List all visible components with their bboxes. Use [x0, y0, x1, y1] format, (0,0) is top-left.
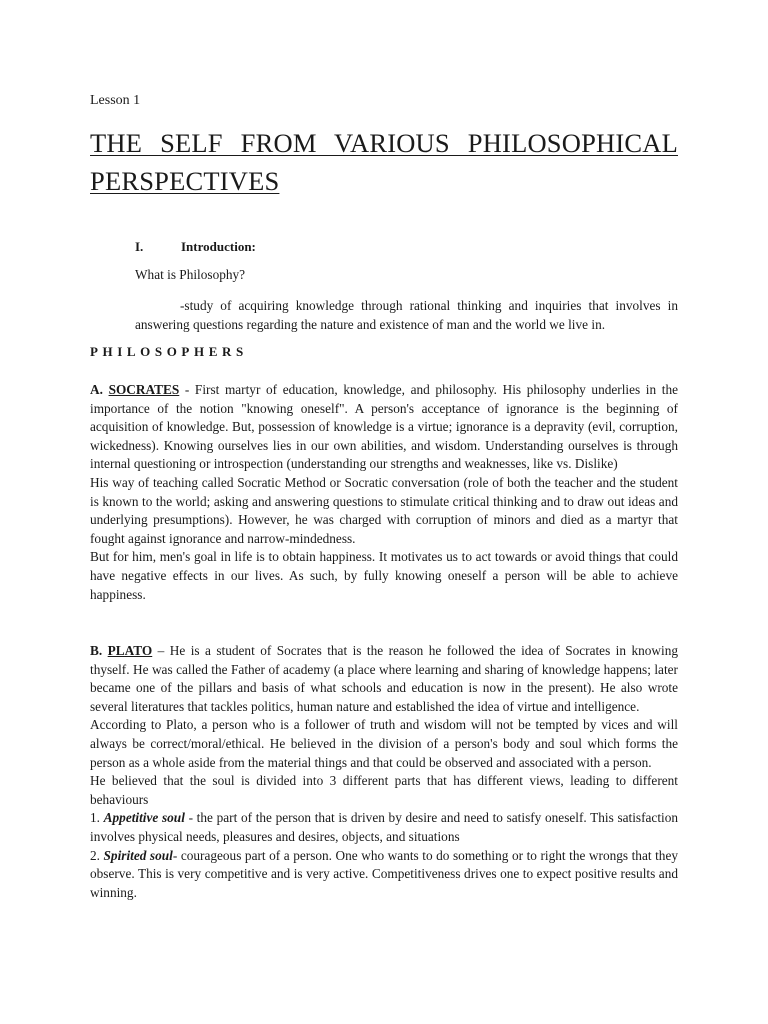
plato-paragraph-1 — [90, 642, 678, 716]
philosophy-definition — [135, 296, 678, 334]
definition-text: -study of acquiring knowledge through rational thinking and inquiries that involves in answering questions regarding the nature and existence of man and the world we live in. — [135, 298, 678, 332]
list-text: - courageous part of a person. One who wants to do something or to right the wrongs that they observe. This is very competitive and is very active. Competitiveness drives one to expect positive results and winning. — [90, 847, 678, 900]
list-term: Appetitive soul — [103, 810, 185, 826]
list-text: - the part of the person that is driven by desire and need to satisfy oneself. This satisfaction involves physical needs, pleasures and desires, objects, and situations — [90, 810, 679, 844]
socrates-paragraph-1 — [90, 381, 678, 474]
plato-paragraph-2: According to Plato, a person who is a follower of truth and wisdom will not be tempted by vices and will always be correct/moral/ethical. He believed in the division of a person's body and soul which forms the person as a whole aside from the material things and that could be observed and associated with a person. — [90, 717, 678, 770]
section-letter: A. — [90, 382, 103, 397]
spirited-soul-item — [90, 847, 678, 903]
list-number: 2. — [90, 847, 104, 863]
list-term: Spirited soul — [103, 847, 173, 863]
philosopher-name: SOCRATES — [108, 382, 180, 397]
lesson-label: Lesson 1 — [90, 93, 141, 108]
section-letter: B. — [90, 643, 103, 658]
philosopher-name: PLATO — [107, 643, 153, 658]
plato-paragraph-3: He believed that the soul is divided into 3 different parts that has different views, leading to different behaviours — [90, 773, 678, 807]
paragraph-text: – He is a student of Socrates that is the reason he followed the idea of Socrates in knowing thyself. He was called the Father of academy (a place where learning and sharing of knowledge happens; later became one of the pillars and basis of what schools and education is now in the present). He also wrote several literatures that tackles politics, human nature and established the idea of virtue and intelligence. — [90, 643, 678, 714]
list-number: 1. — [90, 810, 104, 826]
paragraph-text: - First martyr of education, knowledge, and philosophy. His philosophy underlies in the importance of the notion "knowing oneself". A person's acceptance of ignorance is the beginning of acquisition of knowledge. But, possession of knowledge is a virtue; ignorance is a depravity (evil, corruption, wickedness). Knowing ourselves lies in our own abilities, and wisdom. Understanding ourselves is through internal questioning or introspection (understanding our strengths and weaknesses, like vs. Dislike) — [90, 382, 679, 472]
socrates-paragraph-2: His way of teaching called Socratic Method or Socratic conversation (role of both the teacher and the student is known to the world; asking and answering questions to stimulate critical thinking and to draw out ideas and underlying presumptions). However, he was charged with corruption of minors and died as a martyr that fought against ignorance and narrow-mindedness. — [90, 474, 678, 546]
plato-section — [90, 642, 678, 902]
document-title: THE SELF FROM VARIOUS PHILOSOPHICAL PERSPECTIVES — [90, 128, 678, 196]
introduction-heading — [135, 239, 256, 255]
socrates-section — [90, 381, 678, 604]
socrates-paragraph-3: But for him, men's goal in life is to obtain happiness. It motivates us to act towards or avoid things that could have negative effects in our lives. As such, by fully knowing oneself a person will be able to achieve happiness. — [90, 549, 678, 602]
section-number: I. — [135, 239, 144, 254]
section-heading: Introduction: — [181, 239, 256, 254]
philosophy-question: What is Philosophy? — [135, 267, 246, 282]
socrates-label — [90, 382, 179, 397]
plato-label — [90, 643, 152, 658]
philosophers-heading: PHILOSOPHERS — [90, 344, 248, 359]
appetitive-soul-item — [90, 809, 678, 846]
